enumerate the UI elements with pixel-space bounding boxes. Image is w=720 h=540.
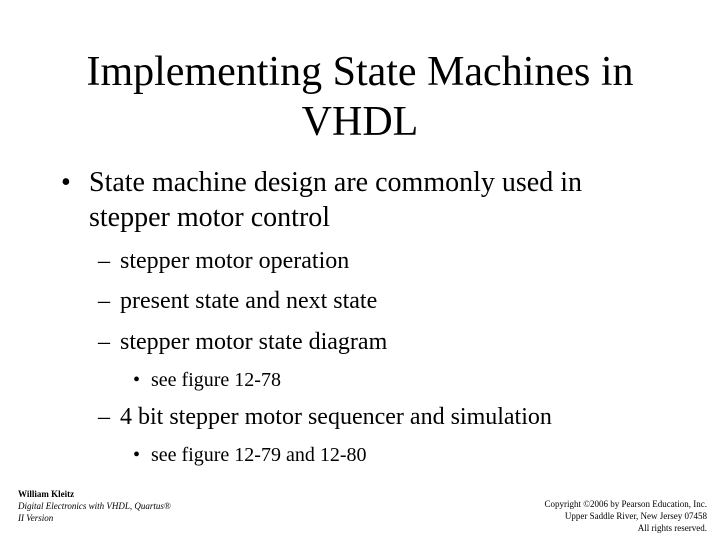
slide-title-line1: Implementing State Machines in	[86, 49, 634, 95]
sub-item-operation: stepper motor operation	[120, 248, 350, 274]
slide-title	[50, 47, 670, 147]
bullet-marker: •	[133, 369, 141, 391]
bullet-text-line2: stepper motor control	[89, 202, 331, 233]
footer-book-title-line2: II Version	[18, 513, 54, 523]
dash-marker: –	[98, 329, 110, 355]
bullet-text-line1: State machine design are commonly used in	[89, 167, 582, 198]
sub-item-sequencer: 4 bit stepper motor sequencer and simulation	[120, 404, 552, 430]
copyright-line1: Copyright ©2006 by Pearson Education, Inc.	[544, 499, 707, 509]
footer-book-info	[18, 488, 171, 524]
copyright-line2: Upper Saddle River, New Jersey 07458	[564, 511, 707, 521]
sub-item-states: present state and next state	[120, 288, 378, 314]
footer-book-title-line1: Digital Electronics with VHDL, Quartus®	[18, 501, 171, 511]
sub-item-diagram: stepper motor state diagram	[120, 329, 388, 355]
footer-author: William Kleitz	[18, 489, 75, 499]
subsub-item-figure-12-79: see figure 12-79 and 12-80	[151, 444, 367, 466]
subsub-item-figure-12-78: see figure 12-78	[151, 369, 281, 391]
dash-marker: –	[98, 404, 110, 430]
bullet-marker: •	[133, 444, 141, 466]
slide-title-line2: VHDL	[301, 99, 419, 145]
footer-copyright	[544, 498, 707, 534]
dash-marker: –	[98, 288, 110, 314]
copyright-line3: All rights reserved.	[637, 523, 707, 533]
bullet-marker: •	[61, 167, 71, 198]
dash-marker: –	[98, 248, 110, 274]
